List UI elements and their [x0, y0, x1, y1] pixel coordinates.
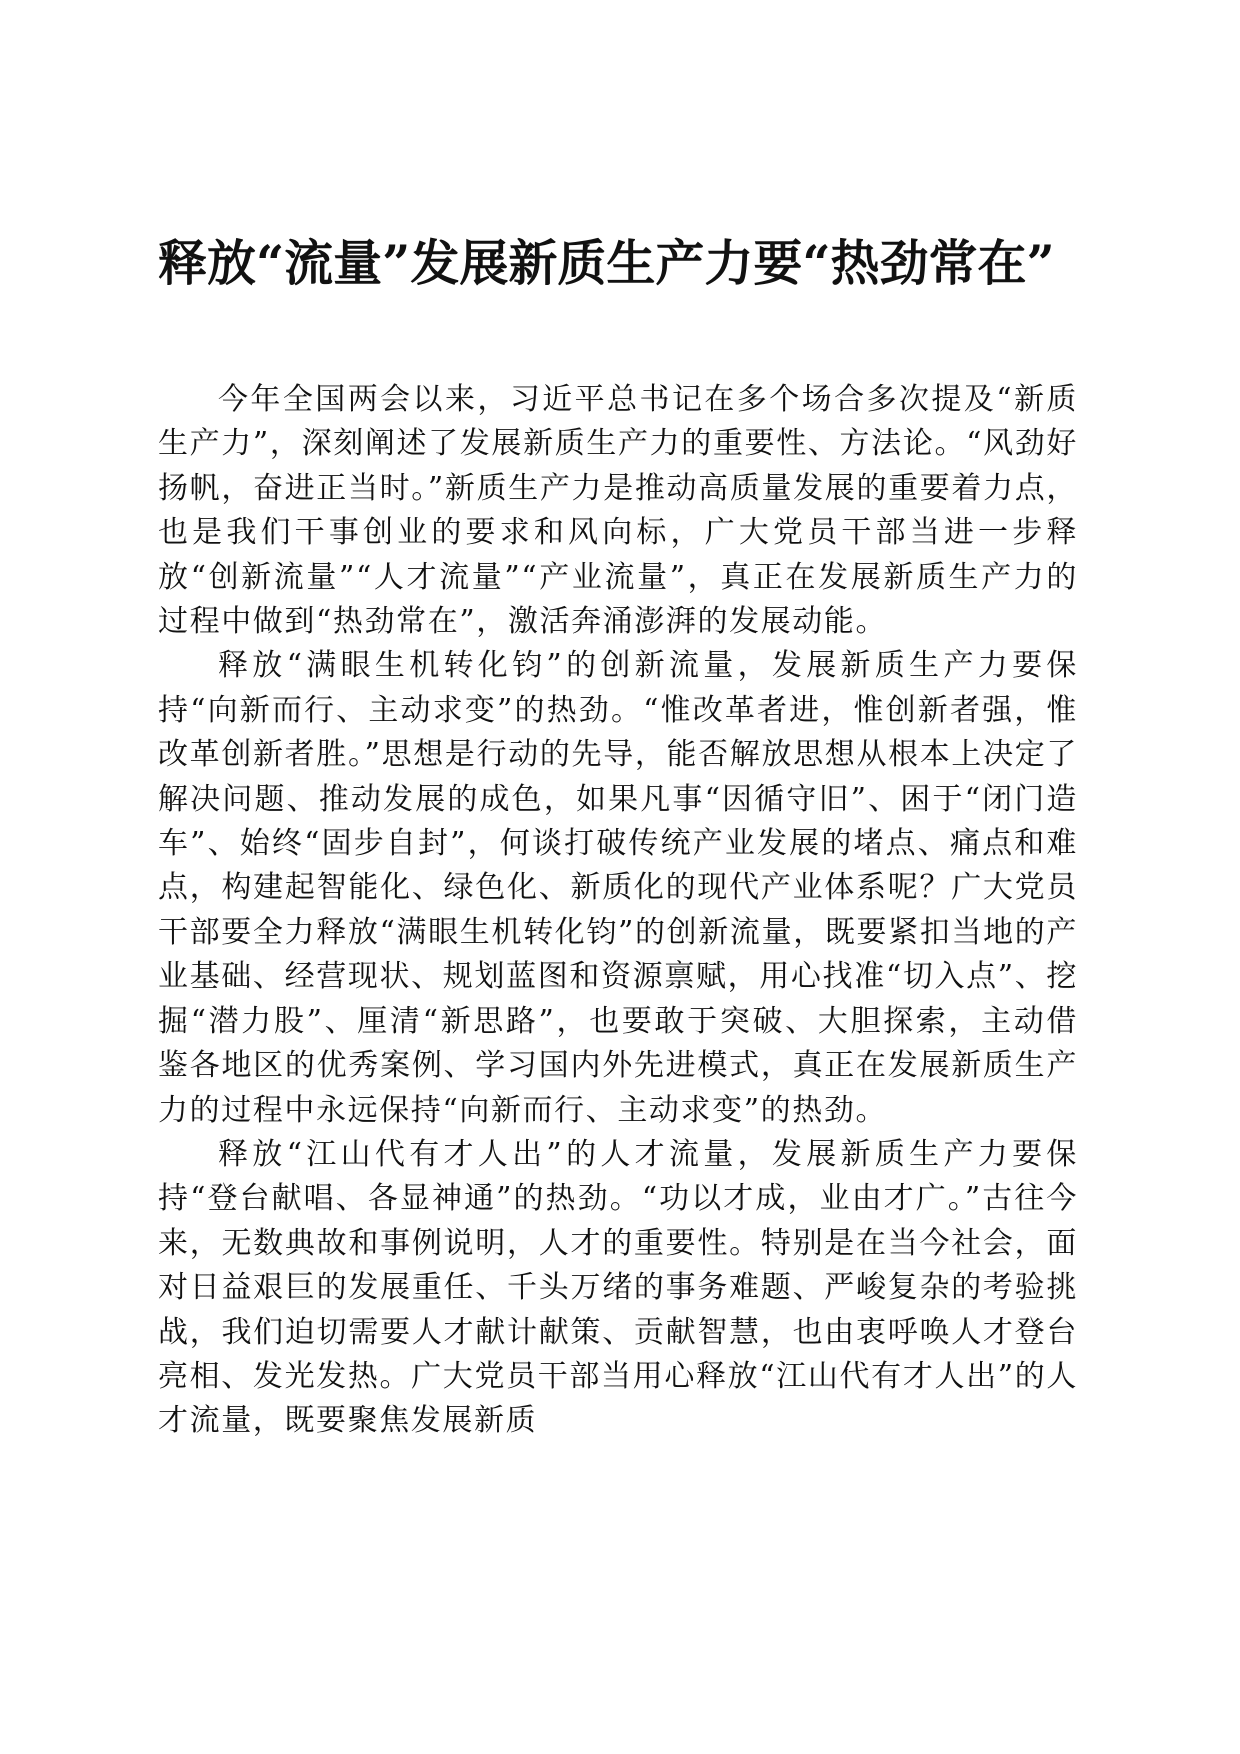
- article-body: [158, 378, 1078, 1444]
- article-title: 释放“流量”发展新质生产力要“热劲常在”: [158, 234, 1055, 292]
- paragraph-2: 释放“满眼生机转化钧”的创新流量，发展新质生产力要保持“向新而行、主动求变”的热劲。“惟改革者进，惟创新者强，惟改革创新者胜。”思想是行动的先导，能否解放思想从根本上决定了解决问题、推动发展的成色，如果凡事“因循守旧”、困于“闭门造车”、始终“固步自封”，何谈打破传统产业发展的堵点、痛点和难点，构建起智能化、绿色化、新质化的现代产业体系呢？广大党员干部要全力释放“满眼生机转化钧”的创新流量，既要紧扣当地的产业基础、经营现状、规划蓝图和资源禀赋，用心找准“切入点”、挖掘“潜力股”、厘清“新思路”，也要敢于突破、大胆探索，主动借鉴各地区的优秀案例、学习国内外先进模式，真正在发展新质生产力的过程中永远保持“向新而行、主动求变”的热劲。: [158, 648, 1078, 1128]
- paragraph-3: 释放“江山代有才人出”的人才流量，发展新质生产力要保持“登台献唱、各显神通”的热劲。“功以才成，业由才广。”古往今来，无数典故和事例说明，人才的重要性。特别是在当今社会，面对日益艰巨的发展重任、千头万绪的事务难题、严峻复杂的考验挑战，我们迫切需要人才献计献策、贡献智慧，也由衷呼唤人才登台亮相、发光发热。广大党员干部当用心释放“江山代有才人出”的人才流量，既要聚焦发展新质: [158, 1136, 1078, 1439]
- paragraph-1: 今年全国两会以来，习近平总书记在多个场合多次提及“新质生产力”，深刻阐述了发展新质生产力的重要性、方法论。“风劲好扬帆，奋进正当时。”新质生产力是推动高质量发展的重要着力点，也是我们干事创业的要求和风向标，广大党员干部当进一步释放“创新流量”“人才流量”“产业流量”，真正在发展新质生产力的过程中做到“热劲常在”，激活奔涌澎湃的发展动能。: [158, 382, 1078, 640]
